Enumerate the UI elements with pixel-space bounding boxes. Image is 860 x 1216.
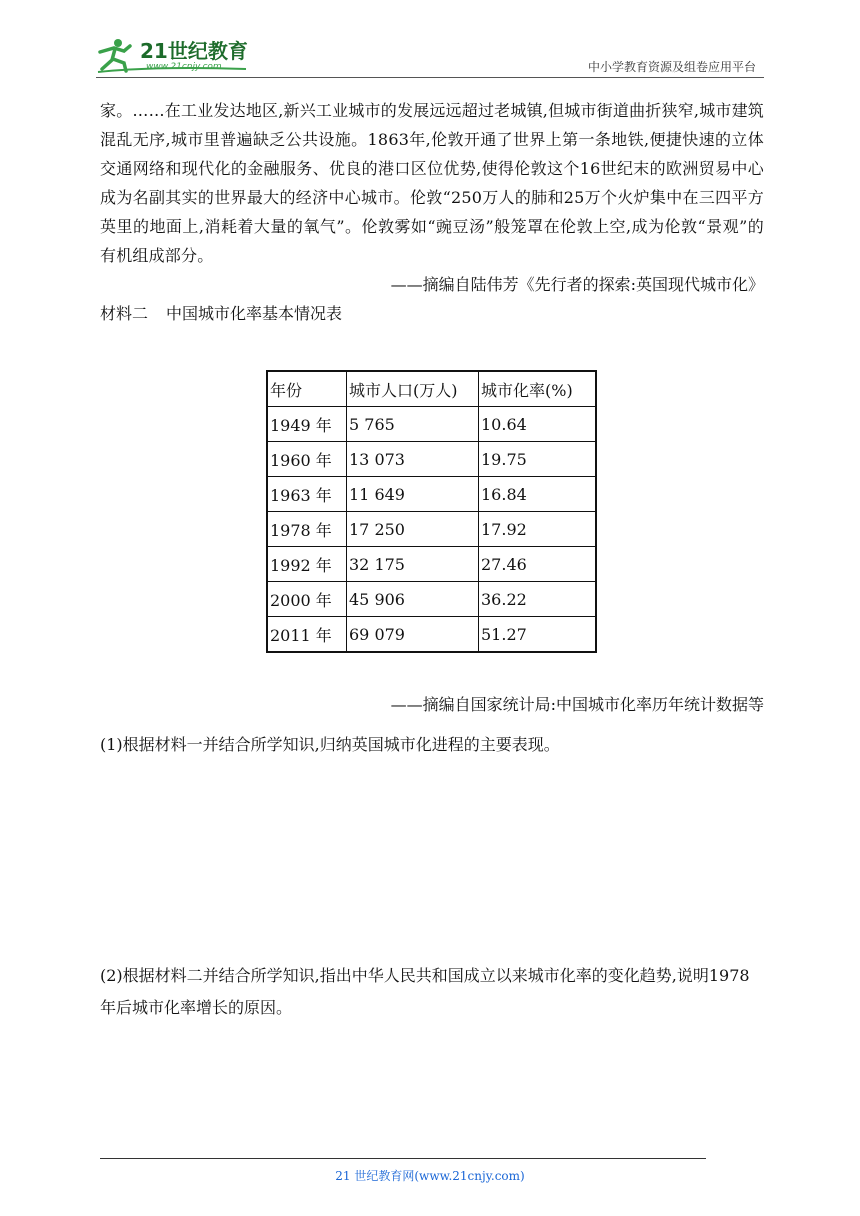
- material-two-title: 中国城市化率基本情况表: [166, 304, 343, 323]
- question-one: (1)根据材料一并结合所学知识,归纳英国城市化进程的主要表现。: [100, 735, 560, 754]
- material-one: [100, 96, 764, 328]
- year-cell: 1978 年: [267, 512, 347, 547]
- runner-logo-icon: [96, 36, 296, 74]
- year-cell: 1992 年: [267, 547, 347, 582]
- table-row: [267, 582, 596, 617]
- column-header-rate: 城市化率(%): [479, 371, 597, 407]
- header-divider: [96, 77, 764, 78]
- logo-title: 21世纪教育: [140, 39, 248, 63]
- footer-link[interactable]: 21 世纪教育网(www.21cnjy.com): [335, 1169, 525, 1183]
- site-logo[interactable]: [96, 36, 296, 74]
- material-two-citation: ——摘编自国家统计局:中国城市化率历年统计数据等: [390, 695, 764, 714]
- year-cell: 2000 年: [267, 582, 347, 617]
- population-cell: 17 250: [347, 512, 479, 547]
- rate-cell: 16.84: [479, 477, 597, 512]
- urbanization-table: [266, 370, 597, 653]
- footer-divider: [100, 1158, 706, 1159]
- rate-cell: 36.22: [479, 582, 597, 617]
- population-cell: 5 765: [347, 407, 479, 442]
- rate-cell: 51.27: [479, 617, 597, 653]
- site-slogan: 中小学教育资源及组卷应用平台: [587, 60, 756, 74]
- table-header-row: [267, 371, 596, 407]
- rate-cell: 17.92: [479, 512, 597, 547]
- logo-url: www.21cnjy.com: [146, 62, 222, 72]
- table-row: [267, 442, 596, 477]
- table-row: [267, 617, 596, 653]
- year-cell: 1960 年: [267, 442, 347, 477]
- population-cell: 69 079: [347, 617, 479, 653]
- population-cell: 45 906: [347, 582, 479, 617]
- page-header: [96, 30, 764, 78]
- table-row: [267, 477, 596, 512]
- population-cell: 11 649: [347, 477, 479, 512]
- year-cell: 1963 年: [267, 477, 347, 512]
- material-two-heading: [100, 299, 764, 328]
- material-one-citation: ——摘编自陆伟芳《先行者的探索:英国现代城市化》: [390, 275, 764, 294]
- table-row: [267, 407, 596, 442]
- rate-cell: 27.46: [479, 547, 597, 582]
- rate-cell: 19.75: [479, 442, 597, 477]
- material-one-paragraph: 家。……在工业发达地区,新兴工业城市的发展远远超过老城镇,但城市街道曲折狭窄,城市建筑混乱无序,城市里普遍缺乏公共设施。1863年,伦敦开通了世界上第一条地铁,便捷快速的立体交通网络和现代化的金融服务、优良的港口区位优势,使得伦敦这个16世纪末的欧洲贸易中心成为名副其实的世界最大的经济中心城市。伦敦“250万人的肺和25万个火炉集中在三四平方英里的地面上,消耗着大量的氧气”。伦敦雾如“豌豆汤”般笼罩在伦敦上空,成为伦敦“景观”的有机组成部分。: [100, 101, 764, 265]
- year-cell: 1949 年: [267, 407, 347, 442]
- rate-cell: 10.64: [479, 407, 597, 442]
- question-two: (2)根据材料二并结合所学知识,指出中华人民共和国成立以来城市化率的变化趋势,说明1978年后城市化率增长的原因。: [100, 966, 750, 1017]
- year-cell: 2011 年: [267, 617, 347, 653]
- table-row: [267, 512, 596, 547]
- column-header-year: 年份: [267, 371, 347, 407]
- column-header-population: 城市人口(万人): [347, 371, 479, 407]
- population-cell: 32 175: [347, 547, 479, 582]
- table-row: [267, 547, 596, 582]
- material-two-label: 材料二: [100, 304, 149, 323]
- population-cell: 13 073: [347, 442, 479, 477]
